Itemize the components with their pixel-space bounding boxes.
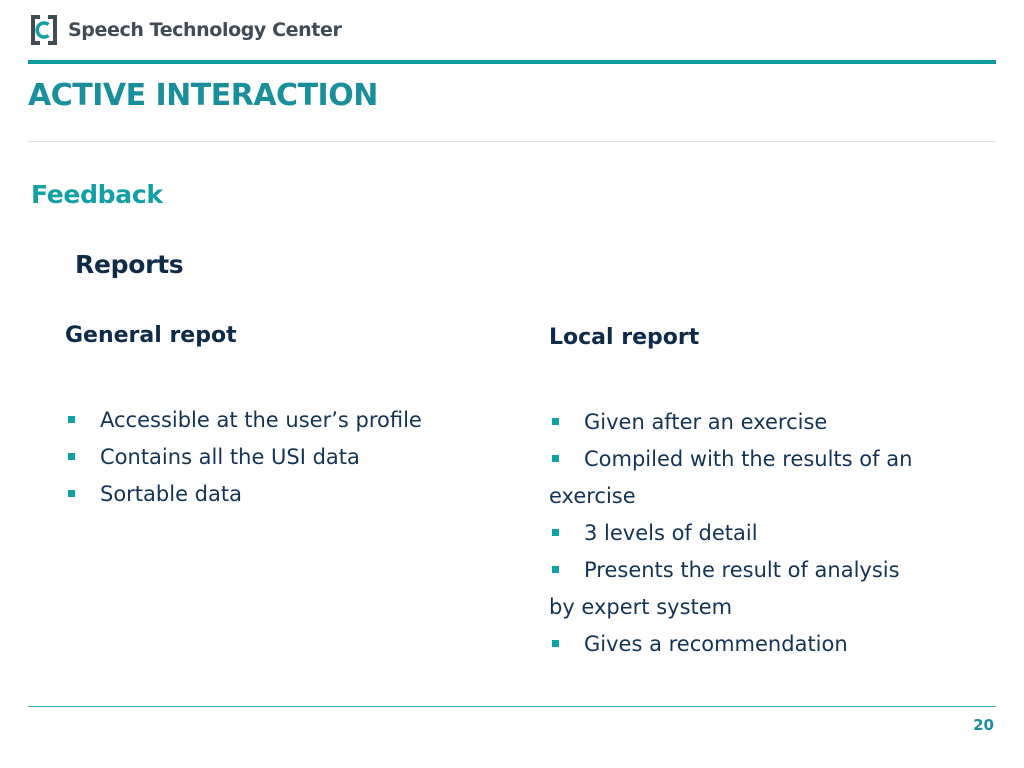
list-item-text: Given after an exercise — [584, 410, 828, 434]
list-item — [65, 439, 505, 476]
list-item — [549, 515, 979, 552]
section-heading: Feedback — [31, 180, 163, 209]
company-name: Speech Technology Center — [68, 19, 342, 41]
bullet-square-icon — [68, 453, 75, 460]
slide-title: ACTIVE INTERACTION — [28, 78, 378, 113]
company-logo — [28, 14, 341, 46]
bullet-square-icon — [552, 455, 559, 462]
list-item-continuation — [549, 478, 979, 515]
list-item — [549, 441, 979, 478]
bullet-square-icon — [552, 418, 559, 425]
page-number: 20 — [973, 716, 994, 734]
list-item — [549, 552, 979, 589]
general-report-list — [65, 402, 505, 513]
general-report-column — [65, 322, 505, 513]
bullet-square-icon — [68, 416, 75, 423]
bullet-square-icon — [552, 566, 559, 573]
bullet-square-icon — [552, 529, 559, 536]
bracket-c-logo-icon — [28, 14, 60, 46]
general-report-heading: General repot — [65, 323, 237, 348]
local-report-heading: Local report — [549, 325, 700, 350]
local-report-list — [549, 404, 979, 663]
list-item-continuation — [549, 589, 979, 626]
list-item — [65, 476, 505, 513]
list-item — [65, 402, 505, 439]
list-item-text: 3 levels of detail — [584, 521, 758, 545]
header-divider — [28, 60, 996, 64]
list-item-text: Accessible at the user’s profile — [100, 408, 422, 432]
list-item-text: Sortable data — [100, 482, 242, 506]
list-item-text: Gives a recommendation — [584, 632, 848, 656]
local-report-column — [549, 324, 979, 663]
list-item — [549, 404, 979, 441]
list-item-text: by expert system — [549, 595, 733, 619]
footer-divider — [28, 706, 996, 707]
subsection-heading: Reports — [75, 250, 184, 279]
list-item — [549, 626, 979, 663]
bullet-square-icon — [552, 640, 559, 647]
list-item-text: Presents the result of analysis — [584, 558, 900, 582]
bullet-square-icon — [68, 490, 75, 497]
list-item-text: Compiled with the results of an — [584, 447, 913, 471]
list-item-text: exercise — [549, 484, 636, 508]
list-item-text: Contains all the USI data — [100, 445, 360, 469]
title-divider — [28, 141, 996, 142]
